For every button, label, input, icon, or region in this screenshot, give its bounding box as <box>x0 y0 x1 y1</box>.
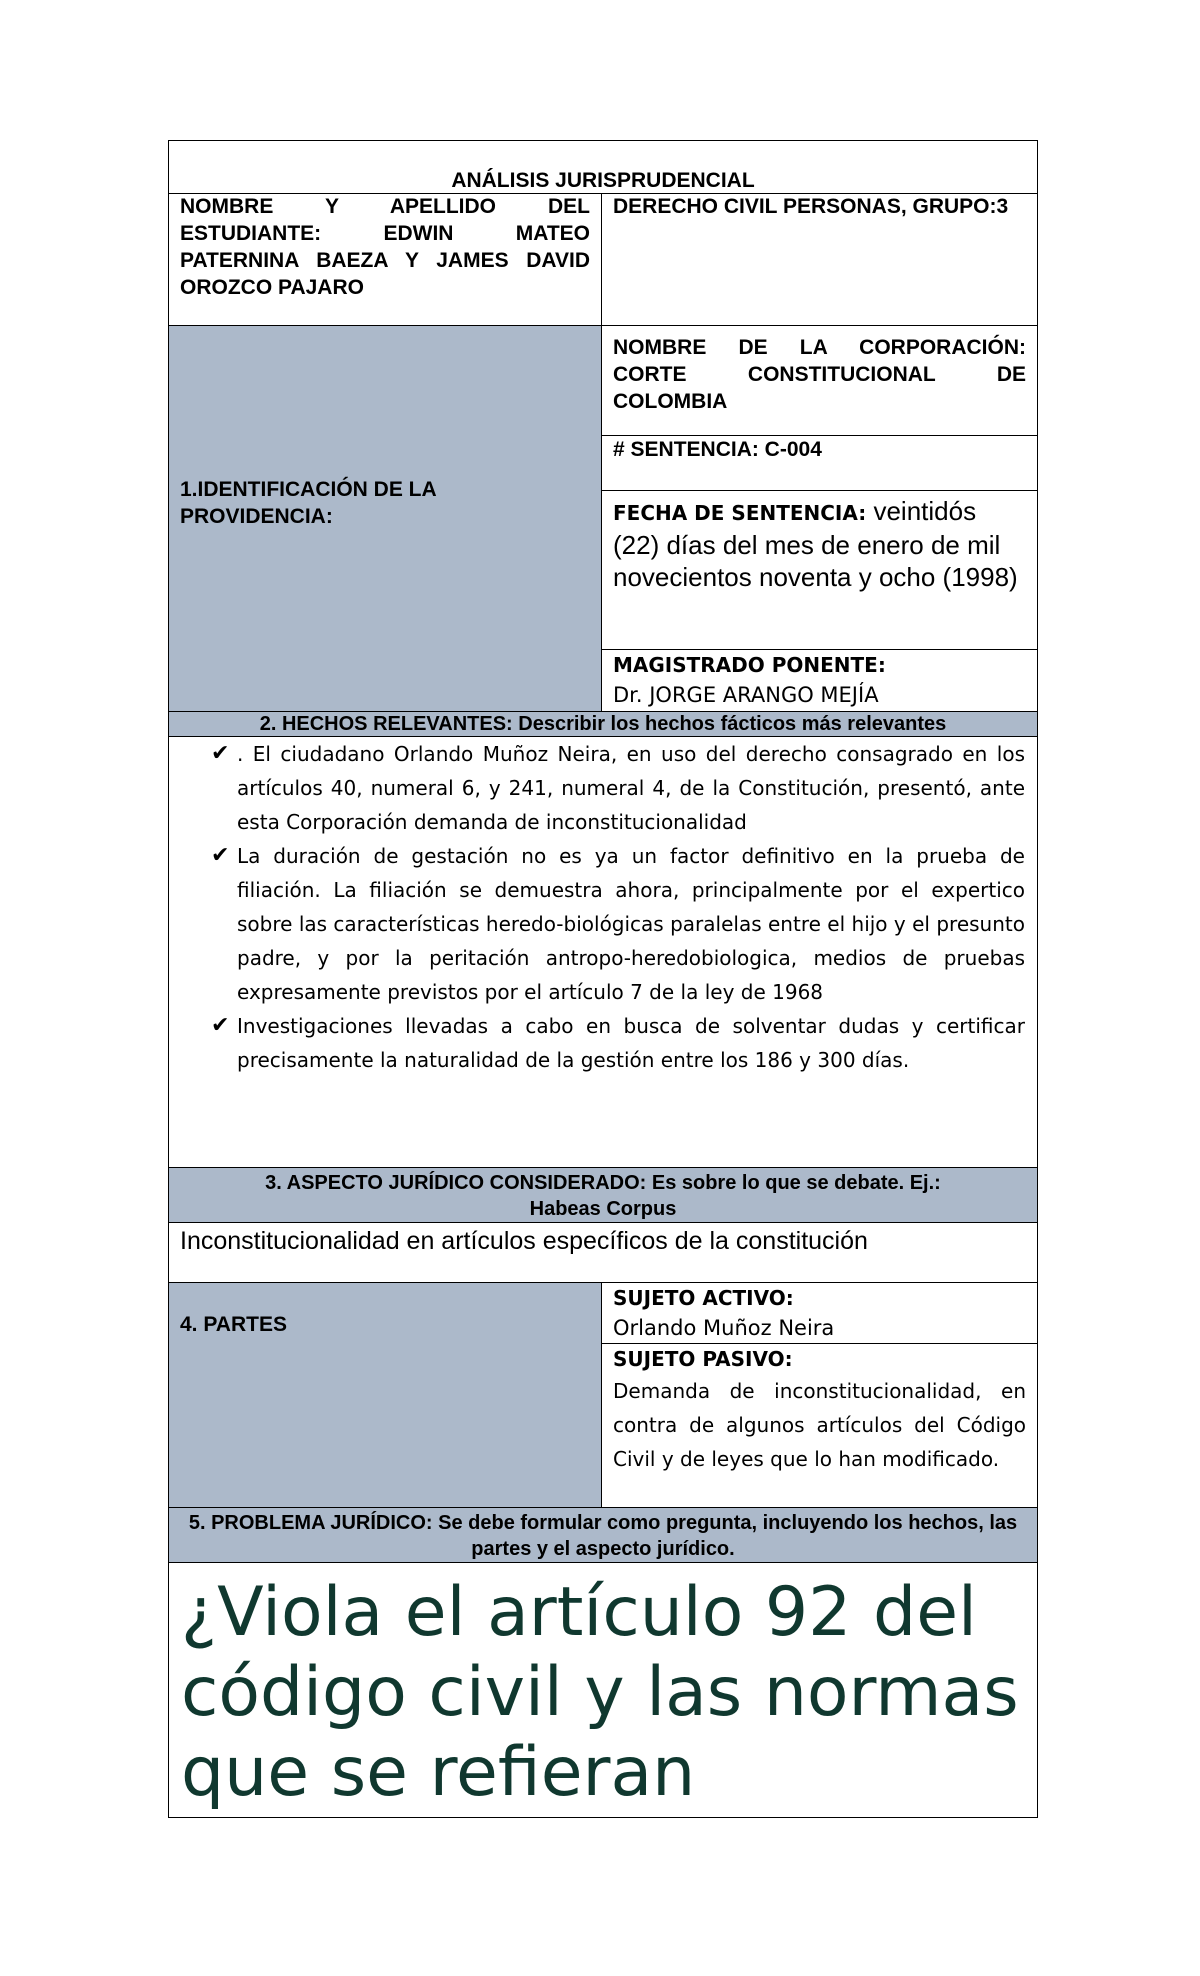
date-label: FECHA DE SENTENCIA: <box>613 500 867 525</box>
facts-heading-row <box>169 712 1037 737</box>
form-title: ANÁLISIS JURISPRUDENCIAL <box>451 169 755 192</box>
parties-row <box>169 1283 1037 1508</box>
checkmark-icon: ✔ <box>211 842 230 868</box>
active-subject <box>602 1283 1037 1344</box>
date-value: veintidós (22) días del mes de enero de mil novecientos noventa y ocho (1998) <box>613 495 1018 592</box>
legal-aspect-value: Inconstitucionalidad en artículos específicos de la constitución <box>180 1226 868 1255</box>
magistrate-name: Dr. JORGE ARANGO MEJÍA <box>613 682 879 707</box>
checkmark-icon: ✔ <box>211 1012 230 1038</box>
identification-label-cell <box>169 326 602 711</box>
list-item <box>169 1009 1037 1077</box>
identification-label: 1.IDENTIFICACIÓN DE LA PROVIDENCIA: <box>180 478 436 528</box>
facts-list <box>169 737 1037 1167</box>
list-item <box>169 839 1037 1009</box>
fact-text: Investigaciones llevadas a cabo en busca de solventar dudas y certificar precisamente la naturalidad de la gestión entre los 186 y 300 días. <box>237 1013 1025 1072</box>
legal-aspect-heading: 3. ASPECTO JURÍDICO CONSIDERADO: Es sobre lo que se debate. Ej.: Habeas Corpus <box>265 1171 941 1220</box>
parties-details <box>602 1283 1037 1507</box>
sentence-date <box>602 491 1037 650</box>
passive-subject <box>602 1344 1037 1507</box>
title-row <box>169 141 1037 194</box>
magistrate <box>602 650 1037 711</box>
active-subject-name: Orlando Muñoz Neira <box>613 1315 835 1340</box>
fact-text: La duración de gestación no es ya un factor definitivo en la prueba de filiación. La filiación se demuestra ahora, principalmente por el expertico sobre las características heredo-biológicas paralelas entre el hijo y el presunto padre, y por la peritación antropo-heredobiologica, medios de pruebas expresamente previstos por el artículo 7 de la ley de 1968 <box>237 843 1025 1004</box>
problem-row <box>169 1563 1037 1817</box>
passive-subject-description: Demanda de inconstitucionalidad, en contra de algunos artículos del Código Civil y de leyes que lo han modificado. <box>613 1378 1026 1471</box>
identification-details <box>602 326 1037 711</box>
fact-text: . El ciudadano Orlando Muñoz Neira, en uso del derecho consagrado en los artículos 40, numeral 6, y 241, numeral 4, de la Constitución, presentó, ante esta Corporación demanda de inconstitucionalidad <box>237 741 1025 834</box>
legal-question: ¿Viola el artículo 92 del código civil y las normas que se refieran <box>181 1572 1019 1812</box>
facts-heading: 2. HECHOS RELEVANTES: Describir los hechos fácticos más relevantes <box>259 712 947 735</box>
problem-heading: 5. PROBLEMA JURÍDICO: Se debe formular como pregunta, incluyendo los hechos, las partes y el aspecto jurídico. <box>188 1511 1018 1560</box>
facts-row <box>169 737 1037 1168</box>
course-group: DERECHO CIVIL PERSONAS, GRUPO:3 <box>613 194 1009 218</box>
passive-subject-label: SUJETO PASIVO: <box>613 1346 793 1371</box>
list-item <box>169 737 1037 839</box>
legal-aspect-heading-row <box>169 1168 1037 1223</box>
parties-label: 4. PARTES <box>169 1283 602 1507</box>
legal-aspect-row <box>169 1223 1037 1283</box>
student-row <box>169 193 1037 326</box>
problem-heading-row <box>169 1508 1037 1563</box>
magistrate-label: MAGISTRADO PONENTE: <box>613 652 886 677</box>
student-names: NOMBRE Y APELLIDO DEL ESTUDIANTE: EDWIN MATEO PATERNINA BAEZA Y JAMES DAVID OROZCO PAJARO <box>169 193 602 325</box>
corporation-name: NOMBRE DE LA CORPORACIÓN: CORTE CONSTITUCIONAL DE COLOMBIA <box>602 326 1037 436</box>
identification-row <box>169 326 1037 712</box>
sentence-number: # SENTENCIA: C-004 <box>602 436 1037 491</box>
active-subject-label: SUJETO ACTIVO: <box>613 1285 794 1310</box>
analysis-form <box>168 140 1038 1818</box>
checkmark-icon: ✔ <box>211 740 230 766</box>
